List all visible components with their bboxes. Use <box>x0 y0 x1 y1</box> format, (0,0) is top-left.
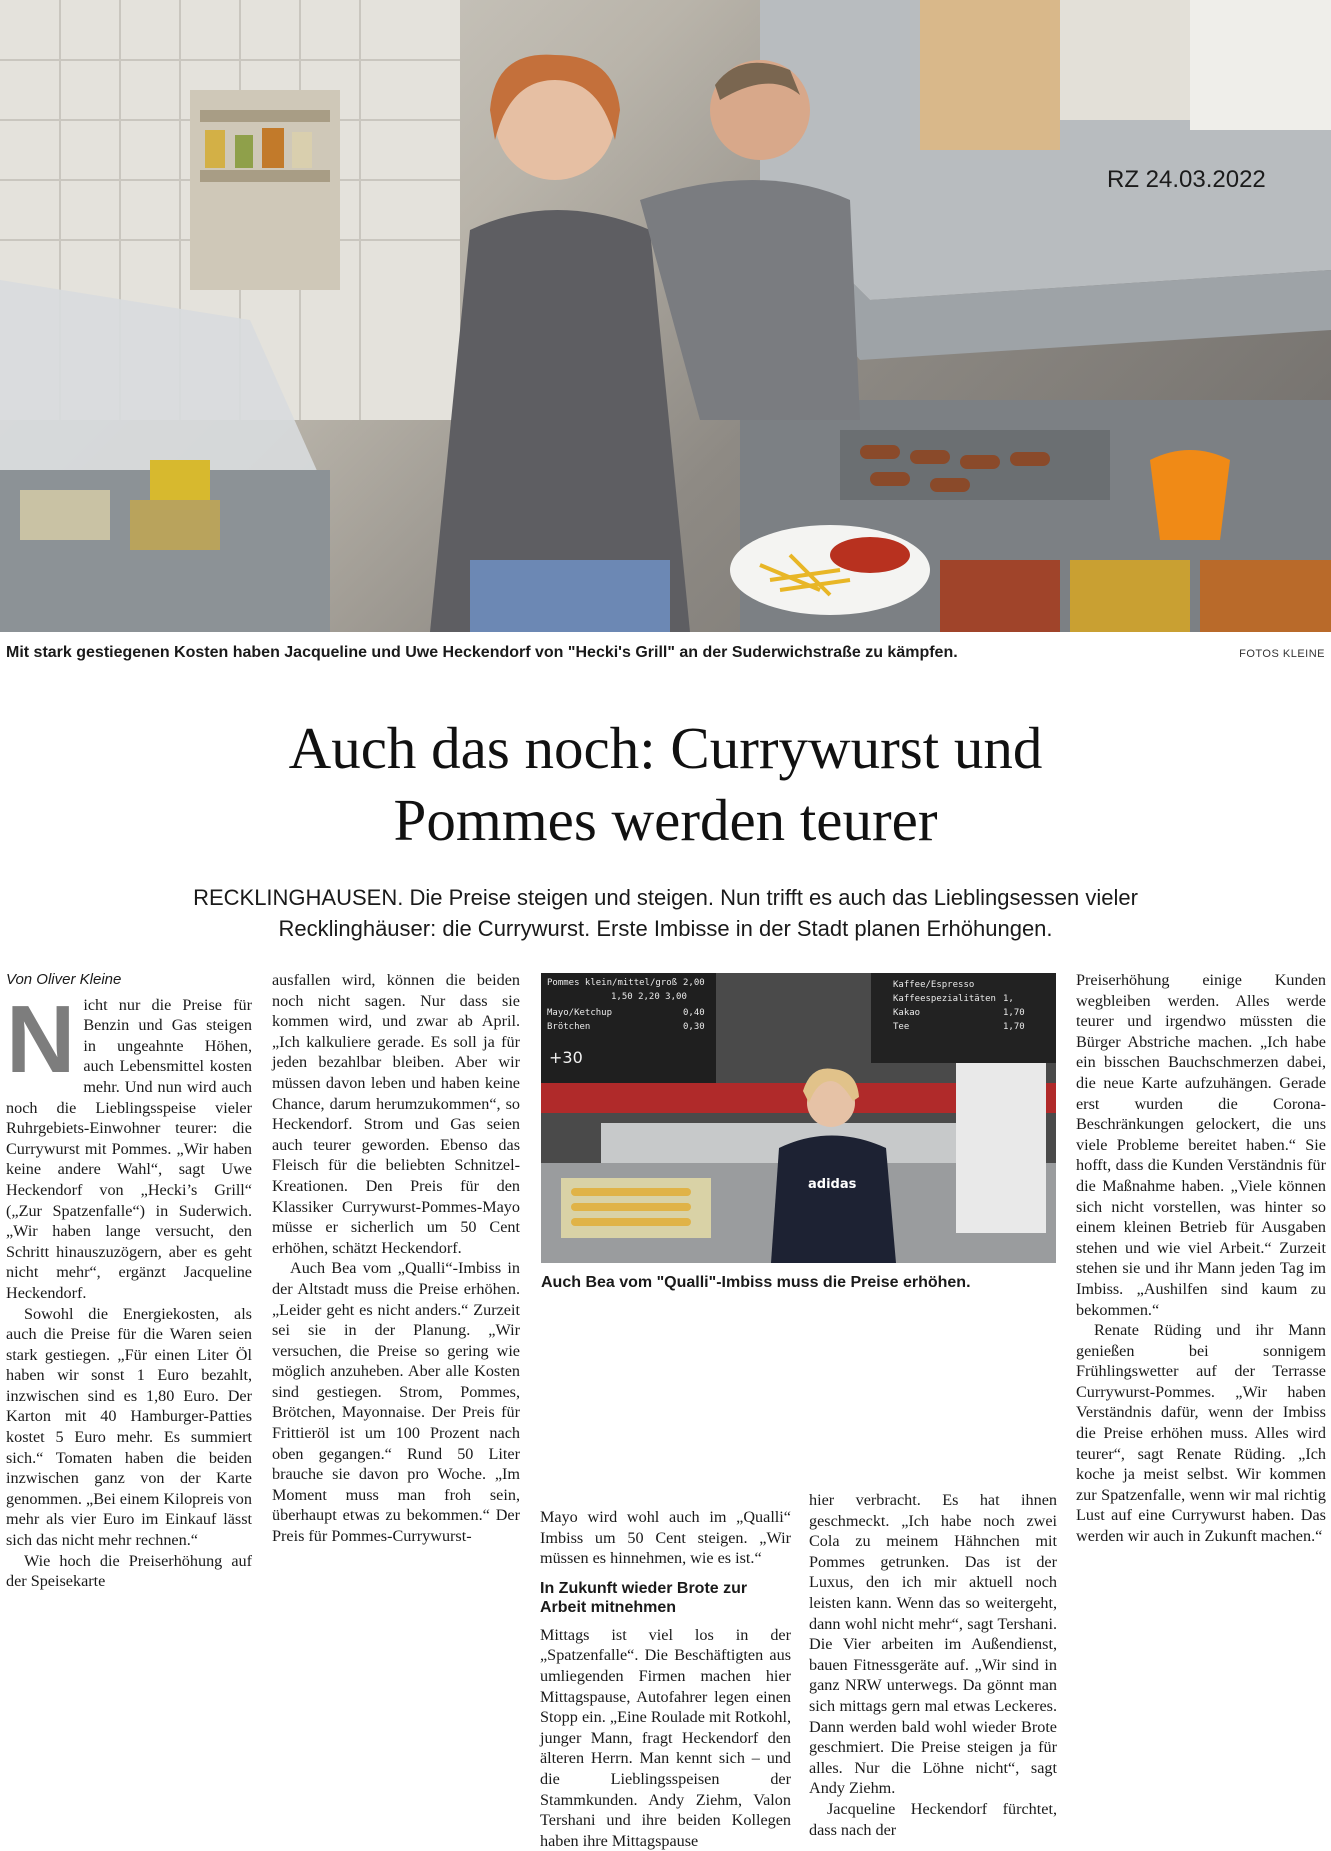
lead-line-1: RECKLINGHAUSEN. Die Preise steigen und steigen. Nun trifft es auch das Lieblingsessen vieler <box>193 885 1138 910</box>
menu-left-item: Mayo/Ketchup <box>547 1008 613 1018</box>
menu-right-price: 1,70 <box>1003 1008 1025 1018</box>
article-column-1 <box>6 970 252 1592</box>
dropcap: N <box>6 985 76 1093</box>
wall-sign: +30 <box>549 1048 583 1067</box>
photo-caption: Mit stark gestiegenen Kosten haben Jacqueline und Uwe Heckendorf von "Hecki's Grill" an der Suderwichstraße zu kämpfen. <box>6 644 958 661</box>
article-paragraph: Mayo wird wohl auch im „Qualli“ Imbiss um 50 Cent steigen. „Wir müssen es hinnehmen, wie es ist.“ <box>540 1508 791 1568</box>
menu-left-price: 0,30 <box>683 1022 705 1032</box>
menu-right-item: Kakao <box>893 1008 921 1018</box>
article-paragraph: hier verbracht. Es hat ihnen geschmeckt. „Ich habe noch zwei Cola zu meinem Hähnchen mit Pommes getrunken. Das ist der Luxus, den ich mir aktuell noch leisten kann. Wenn das so weitergeht, dann wohl nicht mehr“, sagt Tershani. Die Vier arbeiten im Außendienst, bauen Fitnessgeräte auf. „Wir sind in ganz NRW unterwegs. Da gönnt man sich mittags gern mal etwas Leckeres. Dann werden bald wohl wieder Brote geschmiert. Die Preise steigen ja für alles. Nur die Löhne nicht“, sagt Andy Ziehm. <box>809 1491 1057 1798</box>
photo-credit: FOTOS KLEINE <box>1239 648 1325 660</box>
article-paragraph: Auch Bea vom „Qualli“-Imbiss in der Altstadt muss die Preise erhöhen. „Leider geht es nicht anders.“ Zurzeit sei sie in der Planung. „Wir versuchen, die Preise so gering wie möglich anzuheben. Aber alle Kosten sind gestiegen. Strom, Pommes, Brötchen, Mayonnaise. Der Preis für Frittieröl ist um 100 Prozent nach oben gegangen.“ Rund 50 Liter brauche sie davon pro Woche. „Im Moment muss man froh sein, überhaupt etwas zu bekommen.“ Der Preis für Pommes-Currywurst- <box>272 1259 520 1546</box>
shirt-logo: adidas <box>808 1177 857 1192</box>
inset-caption: Auch Bea vom "Qualli"-Imbiss muss die Preise erhöhen. <box>541 1274 971 1291</box>
menu-right-item: Tee <box>893 1022 910 1032</box>
article-paragraph: Mittags ist viel los in der „Spatzenfalle“. Die Beschäftigten aus umliegenden Firmen machen hier Mittagspause, Autofahrer legen einen Stopp ein. „Eine Roulade mit Rotkohl, junger Mann, fragt Heckendorf den älteren Herrn. Man kennt sich – und die Lieblingsspeisen der Stammkunden. Andy Ziehm, Valon Tershani und ihre beiden Kollegen haben ihre Mittagspause <box>540 1625 791 1850</box>
article-paragraph: Renate Rüding und ihr Mann genießen bei sonnigem Frühlingswetter auf der Terrasse Currywurst-Pommes. „Wir haben Verständnis dafür, wenn der Imbiss die Preise erhöhen muss. Alles wird teurer“, sagt Renate Rüding. „Ich koche ja meist selbst. Wir kommen zur Spatzenfalle, wenn wir mal richtig Lust auf eine Currywurst haben. Das werden wir auch in Zukunft machen.“ <box>1076 1321 1326 1546</box>
photo-caption-row <box>6 642 1325 666</box>
article-text: icht nur die Preise für Benzin und Gas steigen in ungeahnte Höhen, auch Lebensmittel kosten mehr. Und nun wird auch noch die Lieblingsspeise vieler Ruhrgebiets-Einwohner teurer: die Currywurst mit Pommes. „Wir haben keine andere Wahl“, sagt Uwe Heckendorf von „Hecki’s Grill“ („Zur Spatzenfalle“) in Suderwich. „Wir haben lange versucht, den Schritt hinauszuzögern, aber es geht nicht mehr“, ergänzt Jacqueline Heckendorf. <box>6 995 252 1302</box>
headline <box>0 712 1331 856</box>
article-paragraph: ausfallen wird, können die beiden noch nicht sagen. Nur dass sie kommen wird, und zwar ab April. „Ich kalkuliere gerade. Es soll ja für jeden bezahlbar bleiben. Aber wir müssen davon leben und haben keine Chance, darum herumzukommen“, so Heckendorf. Strom und Gas seien auch teurer geworden. Ebenso das Fleisch für die beliebten Schnitzel-Kreationen. Den Preis für den Klassiker Currywurst-Pommes-Mayo müsse er sicherlich um 50 Cent erhöhen, schätzt Heckendorf. <box>272 971 520 1257</box>
article-column-4 <box>809 1490 1057 1840</box>
lead-paragraph <box>0 882 1331 944</box>
article-paragraph <box>6 985 252 1304</box>
article-paragraph: Sowohl die Energiekosten, als auch die Preise für die Waren seien stark gestiegen. „Für einen Liter Öl haben wir sonst 1 Euro bezahlt, inzwischen sind es 1,80 Euro. Der Karton mit 40 Hamburger-Patties kostet 5 Euro mehr. Es summiert sich.“ Tomaten haben die beiden inzwischen ganz von der Karte genommen. „Bei einem Kilopreis von mehr als vier Euro im Einkauf lässt sich das nicht mehr rechnen.“ <box>6 1304 252 1550</box>
kitchen-scene-illustration <box>0 0 1331 632</box>
article-column-2 <box>272 970 520 1547</box>
menu-left-item: Brötchen <box>547 1022 591 1032</box>
menu-left-price: 0,40 <box>683 1008 705 1018</box>
article-column-3 <box>540 1507 791 1851</box>
article-paragraph: Wie hoch die Preiserhöhung auf der Speisekarte <box>6 1551 252 1591</box>
snack-bar-illustration <box>541 973 1056 1263</box>
inset-photo <box>541 973 1056 1263</box>
byline: Von Oliver Kleine <box>6 971 122 988</box>
menu-left-item: Pommes klein/mittel/groß <box>547 978 678 988</box>
article-column-5 <box>1076 970 1326 1547</box>
subheading: In Zukunft wieder Brote zur Arbeit mitnehmen <box>540 1579 748 1616</box>
article-paragraph: Preiserhöhung einige Kunden wegbleiben werden. Alles werde teurer und irgendwo müssten die Bürger Abstriche machen. „Ich habe ein bisschen Bauchschmerzen dabei, die neue Karte aufzuhängen. Gerade erst wurden die Corona-Beschränkungen gelockert, die uns viele Probleme bereitet haben.“ Sie hofft, dass die Kunden Verständnis für die Maßnahme haben. „Viele können sich nicht vorstellen, was hinter so einem kleinen Betrieb für Ausgaben stehen und wie viel Arbeit.“ Zurzeit stehen sie und ihr Mann jeden Tag im Imbiss. „Aushilfen sind kaum zu bekommen.“ <box>1076 971 1326 1319</box>
menu-left-price: 1,50 2,20 3,00 <box>611 992 687 1002</box>
article-paragraph: Jacqueline Heckendorf fürchtet, dass nach der <box>809 1799 1057 1839</box>
headline-line-1: Auch das noch: Currywurst und <box>288 715 1043 781</box>
headline-line-2: Pommes werden teurer <box>393 787 938 853</box>
menu-right-item: Kaffeespezialitäten <box>893 994 996 1004</box>
menu-right-price: 1, <box>1003 994 1014 1004</box>
lead-line-2: Recklinghäuser: die Currywurst. Erste Imbisse in der Stadt planen Erhöhungen. <box>278 916 1053 941</box>
menu-left-price: 2,00 <box>683 978 705 988</box>
menu-right-item: Kaffee/Espresso <box>893 980 975 990</box>
menu-right-price: 1,70 <box>1003 1022 1025 1032</box>
hero-photo <box>0 0 1331 632</box>
date-stamp: RZ 24.03.2022 <box>1107 166 1266 193</box>
